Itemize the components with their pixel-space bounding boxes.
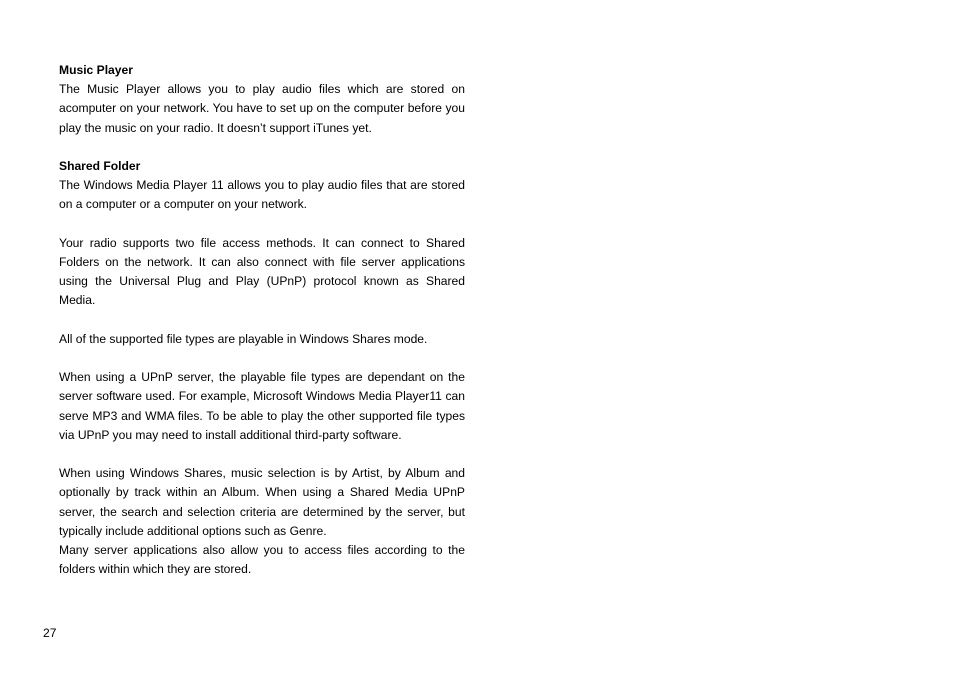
paragraph-gap: [59, 349, 465, 368]
paragraph-gap: [59, 215, 465, 234]
section-gap: [59, 138, 465, 157]
page-number: 27: [43, 626, 57, 640]
section-heading-shared-folder: Shared Folder: [59, 159, 141, 173]
paragraph-folder-access: Many server applications also allow you to access files according to the folders within which they are stored.: [59, 543, 465, 577]
paragraph-upnp-types: When using a UPnP server, the playable file types are dependant on the server software used. For example, Microsoft Windows Media Player11 can serve MP3 and WMA files. To be able to play the other supported file types via UPnP you may need to install additional third-party software.: [59, 370, 465, 442]
paragraph-wmp11: The Windows Media Player 11 allows you to play audio files that are stored on a computer or a computer on your network.: [59, 178, 465, 212]
paragraph-access-methods: Your radio supports two file access methods. It can connect to Shared Folders on the network. It can also connect with file server applications using the Universal Plug and Play (UPnP) protocol known as Shared Media.: [59, 235, 465, 308]
page-content: [59, 61, 465, 579]
paragraph-selection-criteria: When using Windows Shares, music selection is by Artist, by Album and optionally by track within an Album. When using a Shared Media UPnP server, the search and selection criteria are determined by the server, but typically include additional options such as Genre.: [59, 466, 465, 538]
paragraph-music-player-intro: The Music Player allows you to play audio files which are stored on acomputer on your network. You have to set up on the computer before you play the music on your radio. It doesn’t support iTunes yet.: [59, 82, 465, 135]
paragraph-gap: [59, 445, 465, 464]
section-heading-music-player: Music Player: [59, 63, 133, 77]
paragraph-gap: [59, 311, 465, 330]
section-music-player: [59, 61, 465, 138]
section-shared-folder: [59, 157, 465, 579]
paragraph-windows-shares-types: All of the supported file types are playable in Windows Shares mode.: [59, 331, 428, 346]
